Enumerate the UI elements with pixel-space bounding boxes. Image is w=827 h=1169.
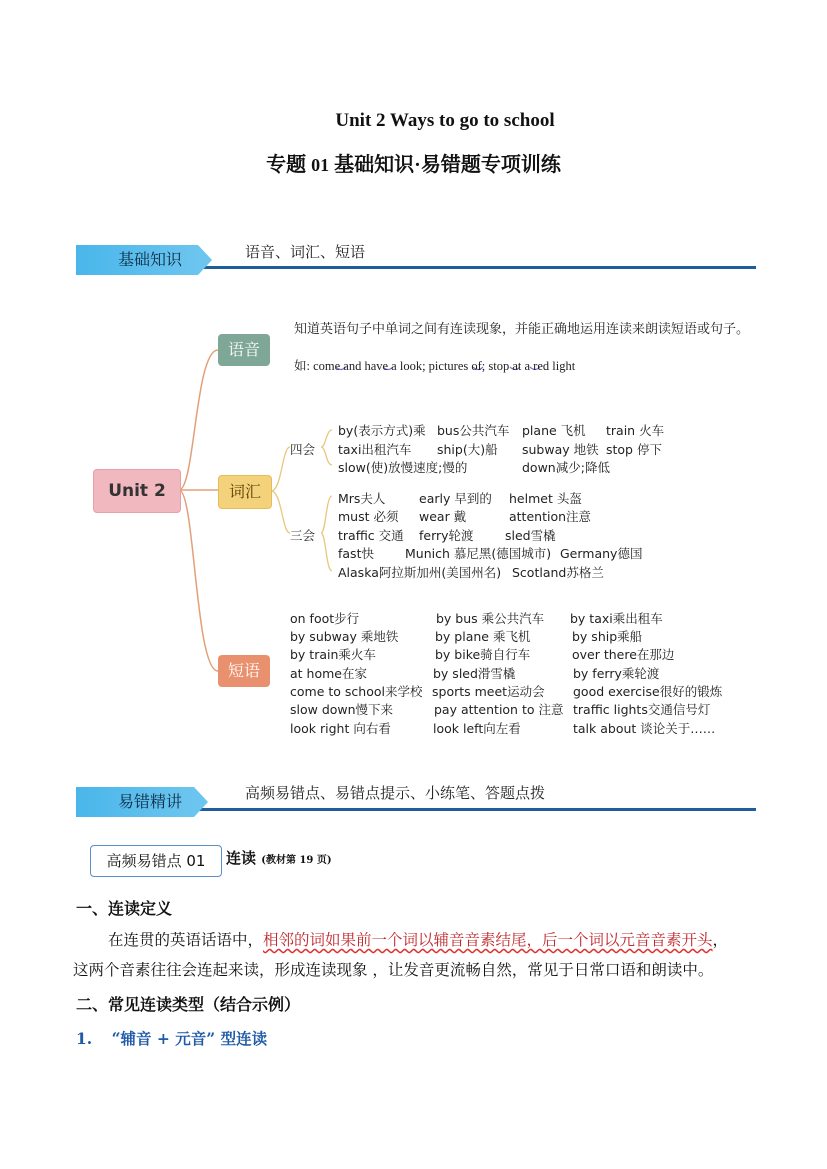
vocab-item: fast快 <box>338 546 374 561</box>
title-english: Unit 2 Ways to go to school <box>335 110 555 131</box>
mindmap-root: Unit 2 <box>93 469 181 513</box>
section1-tab: 基础知识 <box>76 245 198 275</box>
section2-subtitle: 高频易错点、易错点提示、小练笔、答题点拨 <box>245 784 546 802</box>
vocab-three-row <box>338 526 556 544</box>
node-vocab: 词汇 <box>218 475 272 509</box>
phrase-item: good exercise很好的锻炼 <box>573 684 723 699</box>
subheading-text: “辅音 + 元音” 型连读 <box>111 1029 268 1048</box>
phrase-row <box>290 700 711 718</box>
title-prefix: 专题 <box>266 154 307 176</box>
heading-definition: 一、连读定义 <box>76 899 173 918</box>
phrase-item: at home在家 <box>290 666 367 681</box>
vocab-item: Scotland苏格兰 <box>512 565 604 580</box>
phrase-row <box>290 627 643 645</box>
vocab-item: taxi出租汽车 <box>338 442 412 457</box>
node-voice: 语音 <box>218 334 270 366</box>
title-number: 01 <box>311 155 330 175</box>
phrase-item: look left向左看 <box>433 721 521 736</box>
vocab-three-row <box>338 544 643 562</box>
definition-text-a: 在连贯的英语话语中， <box>108 931 264 949</box>
vocab-item: Mrs夫人 <box>338 491 386 506</box>
vocab-four-label: 四会 <box>290 442 316 457</box>
vocab-item: Alaska阿拉斯加州(美国州名) <box>338 565 502 580</box>
freq-note: (教材第 19 页) <box>261 855 332 866</box>
vocab-item: slow(使)放慢速度;慢的 <box>338 460 468 475</box>
phrase-item: talk about 谈论关于…… <box>573 721 716 736</box>
phrase-item: on foot步行 <box>290 611 360 626</box>
vocab-item: by(表示方式)乘 <box>338 423 426 438</box>
vocab-four-row <box>338 421 665 439</box>
freq-title <box>226 847 332 868</box>
definition-paragraph <box>73 925 756 985</box>
connector-four <box>271 447 290 491</box>
vocab-item: stop 停下 <box>606 442 662 457</box>
vocab-item: subway 地铁 <box>522 442 599 457</box>
definition-text-b: ， <box>712 931 729 949</box>
phrase-item: come to school来学校 <box>290 684 423 699</box>
section2-tab: 易错精讲 <box>76 787 194 817</box>
phrase-item: by bike骑自行车 <box>435 647 531 662</box>
phrase-item: by bus 乘公共汽车 <box>436 611 545 626</box>
title-suffix: 基础知识·易错题专项训练 <box>334 154 561 176</box>
phrase-item: by sled滑雪橇 <box>433 666 516 681</box>
vocab-item: plane 飞机 <box>522 423 586 438</box>
vocab-four-row <box>338 458 610 476</box>
vocab-item: helmet 头盔 <box>509 491 582 506</box>
phrase-item: sports meet运动会 <box>432 684 545 699</box>
phrase-item: traffic lights交通信号灯 <box>573 702 711 717</box>
connector-voice <box>179 350 218 490</box>
vocab-four-row <box>338 440 662 458</box>
phrase-row <box>290 719 716 737</box>
vocab-three-row <box>338 563 604 581</box>
bracket-three <box>321 496 332 571</box>
phrase-item: by subway 乘地铁 <box>290 629 399 644</box>
phrase-item: look right 向右看 <box>290 721 391 736</box>
phrase-item: pay attention to 注意 <box>434 702 564 717</box>
vocab-item: traffic 交通 <box>338 528 404 543</box>
connector-three <box>271 491 290 533</box>
subheading-consonant-vowel <box>76 1027 267 1049</box>
vocab-item: ferry轮渡 <box>419 528 474 543</box>
voice-example: 如: come and have a look; pictures of; stop at a red light <box>294 359 576 373</box>
bracket-four <box>321 430 332 465</box>
vocab-item: Munich 慕尼黑(德国城市) <box>405 546 552 561</box>
phrase-item: by ship乘船 <box>572 629 643 644</box>
node-phrases: 短语 <box>218 655 270 687</box>
phrase-item: by train乘火车 <box>290 647 376 662</box>
definition-line-1 <box>76 925 756 955</box>
freq-error-badge: 高频易错点 01 <box>90 845 222 877</box>
heading-types: 二、常见连读类型（结合示例） <box>76 995 301 1014</box>
phrase-row <box>290 645 675 663</box>
phrase-item: by taxi乘出租车 <box>570 611 663 626</box>
vocab-item: down减少;降低 <box>522 460 610 475</box>
subheading-number: 1. <box>76 1029 93 1048</box>
phrase-row <box>290 682 723 700</box>
vocab-item: bus公共汽车 <box>437 423 510 438</box>
vocab-item: Germany德国 <box>560 546 643 561</box>
section1-subtitle: 语音、词汇、短语 <box>245 243 366 261</box>
freq-title-text: 连读 <box>226 849 257 867</box>
vocab-item: wear 戴 <box>419 509 467 524</box>
definition-line-2: 这两个音素往往会连起来读，形成连读现象 ，让发音更流畅自然，常见于日常口语和朗读中。 <box>73 961 714 979</box>
vocab-three-row <box>338 507 592 525</box>
vocab-item: sled雪橇 <box>505 528 556 543</box>
vocab-item: attention注意 <box>509 509 592 524</box>
phrase-item: by plane 乘飞机 <box>435 629 531 644</box>
vocab-item: ship(大)船 <box>437 442 498 457</box>
vocab-three-row <box>338 489 582 507</box>
vocab-three-label: 三会 <box>290 528 316 543</box>
phrase-row <box>290 609 663 627</box>
connector-phrases <box>179 490 218 671</box>
phrase-item: slow down慢下来 <box>290 702 394 717</box>
phrase-item: over there在那边 <box>572 647 675 662</box>
voice-description: 知道英语句子中单词之间有连读现象，并能正确地运用连读来朗读短语或句子。 <box>294 322 750 337</box>
vocab-item: train 火车 <box>606 423 665 438</box>
definition-highlight: 相邻的词如果前一个词以辅音音素结尾，后一个词以元音音素开头 <box>263 931 713 949</box>
vocab-item: must 必须 <box>338 509 399 524</box>
phrase-row <box>290 664 660 682</box>
vocab-item: early 早到的 <box>419 491 492 506</box>
phrase-item: by ferry乘轮渡 <box>573 666 660 681</box>
